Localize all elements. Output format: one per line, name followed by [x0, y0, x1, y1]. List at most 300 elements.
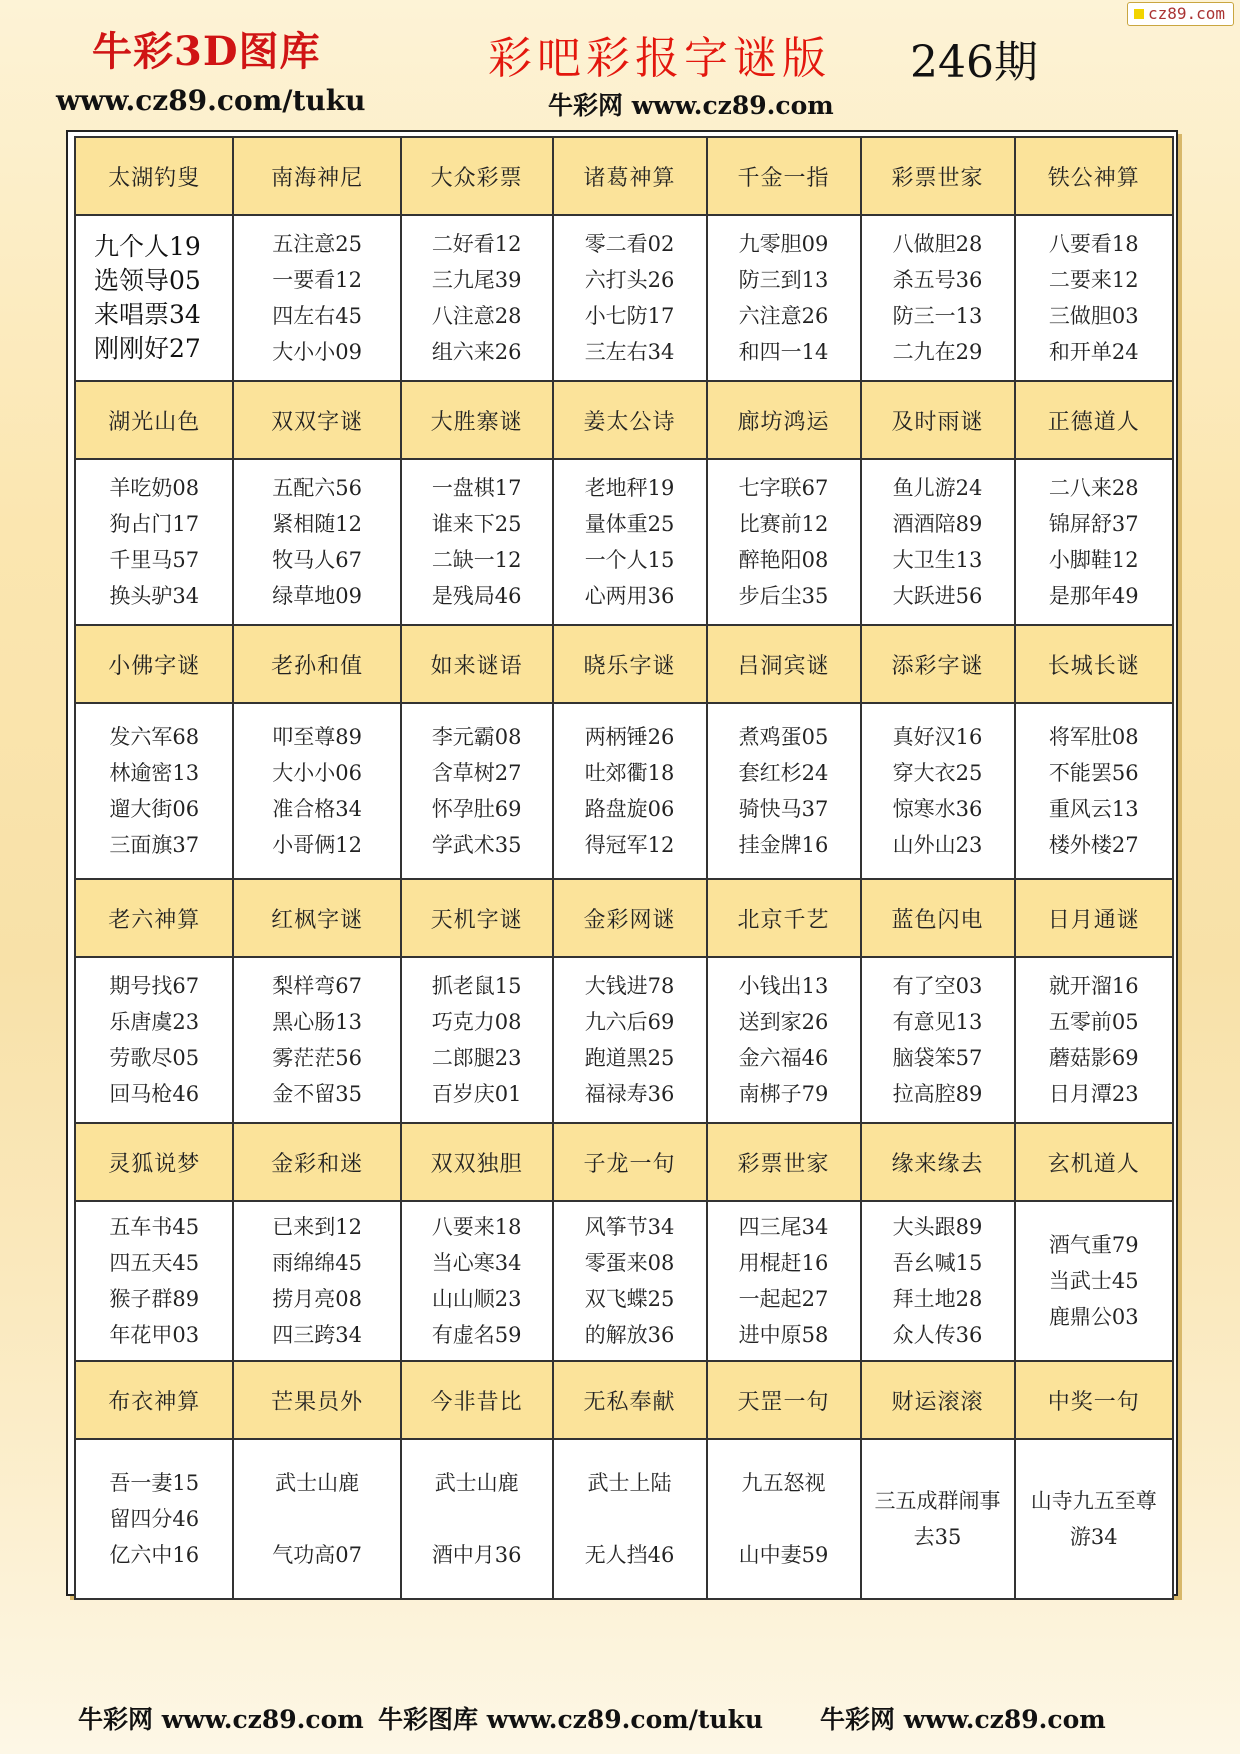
riddle-line: 千里马57	[109, 548, 200, 572]
riddle-line: 有意见13	[892, 1010, 983, 1034]
riddle-line: 留四分46	[109, 1507, 200, 1531]
riddle-cell	[1015, 1439, 1173, 1599]
column-header: 湖光山色	[75, 381, 233, 459]
brand-title: 牛彩3D图库	[92, 28, 321, 75]
riddle-cell	[1015, 215, 1173, 381]
riddle-cell	[401, 215, 553, 381]
riddle-lines	[76, 230, 232, 366]
riddle-line: 用棍赶16	[738, 1251, 829, 1275]
riddle-lines	[1016, 470, 1172, 614]
riddle-lines	[708, 226, 860, 370]
riddle-line: 三九尾39	[431, 268, 522, 292]
riddle-line: 套红杉24	[738, 761, 829, 785]
riddle-line: 的解放36	[584, 1323, 675, 1347]
riddle-line: 三左右34	[584, 340, 675, 364]
column-header: 彩票世家	[861, 137, 1015, 215]
column-header: 中奖一句	[1015, 1361, 1173, 1439]
column-header: 大胜寨谜	[401, 381, 553, 459]
riddle-lines	[708, 1209, 860, 1353]
riddle-line: 九零胆09	[738, 232, 829, 256]
riddle-line: 七字联67	[738, 476, 829, 500]
column-header: 缘来缘去	[861, 1123, 1015, 1201]
riddle-lines	[554, 719, 706, 863]
riddle-line: 遛大街06	[109, 797, 200, 821]
table-row	[75, 957, 1173, 1123]
site-logo-icon	[1134, 9, 1144, 19]
riddle-line: 怀孕肚69	[431, 797, 522, 821]
riddle-line: 煮鸡蛋05	[738, 725, 829, 749]
column-header: 北京千艺	[707, 879, 861, 957]
issue-number: 246期	[910, 37, 1038, 88]
riddle-line: 二郎腿23	[431, 1046, 522, 1070]
riddle-line: 福禄寿36	[584, 1082, 675, 1106]
riddle-line: 吐郊衢18	[584, 761, 675, 785]
riddle-line: 防三到13	[738, 268, 829, 292]
riddle-lines	[862, 1483, 1014, 1555]
riddle-lines	[234, 226, 399, 370]
riddle-line: 和开单24	[1048, 340, 1139, 364]
column-header: 布衣神算	[75, 1361, 233, 1439]
riddle-cell	[707, 1439, 861, 1599]
column-header: 如来谜语	[401, 625, 553, 703]
column-header: 日月通谜	[1015, 879, 1173, 957]
riddle-line: 拉高腔89	[892, 1082, 983, 1106]
column-header: 千金一指	[707, 137, 861, 215]
table-row	[75, 1439, 1173, 1599]
riddle-cell	[861, 459, 1015, 625]
riddle-line: 当心寒34	[431, 1251, 522, 1275]
column-header: 红枫字谜	[233, 879, 400, 957]
riddle-lines	[1016, 968, 1172, 1112]
riddle-lines	[234, 1209, 399, 1353]
column-header: 铁公神算	[1015, 137, 1173, 215]
riddle-line: 吾幺喊15	[892, 1251, 983, 1275]
riddle-cell	[553, 1439, 707, 1599]
riddle-cell	[553, 957, 707, 1123]
riddle-line: 众人传36	[892, 1323, 983, 1347]
riddle-line: 五配六56	[272, 476, 362, 500]
riddle-lines	[76, 968, 232, 1112]
riddle-line: 李元霸08	[431, 725, 522, 749]
header-row	[75, 625, 1173, 703]
column-header: 长城长谜	[1015, 625, 1173, 703]
riddle-cell	[553, 703, 707, 879]
riddle-line: 将军肚08	[1048, 725, 1139, 749]
riddle-lines	[234, 968, 399, 1112]
column-header: 及时雨谜	[861, 381, 1015, 459]
riddle-cell	[401, 1439, 553, 1599]
riddle-cell	[1015, 957, 1173, 1123]
riddle-line: 真好汉16	[892, 725, 983, 749]
column-header: 南海神尼	[233, 137, 400, 215]
riddle-line: 小七防17	[584, 304, 675, 328]
riddle-lines	[76, 1465, 232, 1573]
riddle-line: 来唱票34	[94, 300, 201, 329]
column-header: 小佛字谜	[75, 625, 233, 703]
riddle-line: 九六后69	[584, 1010, 675, 1034]
riddle-line: 选领导05	[94, 266, 201, 295]
column-header: 老六神算	[75, 879, 233, 957]
riddle-lines	[554, 1447, 706, 1591]
riddle-line: 鹿鼎公03	[1048, 1305, 1139, 1329]
riddle-line: 二要来12	[1048, 268, 1139, 292]
riddle-line: 抓老鼠15	[431, 974, 522, 998]
riddle-line: 大跃进56	[892, 584, 983, 608]
riddle-line: 八注意28	[431, 304, 522, 328]
riddle-line: 送到家26	[738, 1010, 829, 1034]
riddle-cell	[707, 703, 861, 879]
column-header: 财运滚滚	[861, 1361, 1015, 1439]
riddle-line: 双飞蝶25	[584, 1287, 675, 1311]
riddle-line: 大卫生13	[892, 548, 983, 572]
riddle-lines	[234, 470, 399, 614]
column-header: 灵狐说梦	[75, 1123, 233, 1201]
riddle-line: 南梆子79	[738, 1082, 829, 1106]
column-header: 诸葛神算	[553, 137, 707, 215]
riddle-line: 酒气重79	[1048, 1233, 1139, 1257]
column-header: 蓝色闪电	[861, 879, 1015, 957]
riddle-line: 含草树27	[431, 761, 522, 785]
riddle-line: 防三一13	[892, 304, 983, 328]
header-row	[75, 137, 1173, 215]
riddle-line: 猴子群89	[109, 1287, 200, 1311]
riddle-line: 八做胆28	[892, 232, 983, 256]
riddle-line: 比赛前12	[738, 512, 829, 536]
riddle-line: 四五天45	[109, 1251, 200, 1275]
riddle-line: 四三尾34	[738, 1215, 829, 1239]
footer-link-right[interactable]: 牛彩网 www.cz89.com	[820, 1705, 1106, 1734]
riddle-line: 六注意26	[738, 304, 829, 328]
footer	[0, 1700, 1240, 1740]
riddle-cell	[861, 1201, 1015, 1361]
riddle-line: 六打头26	[584, 268, 675, 292]
riddle-line: 九个人19	[94, 232, 201, 261]
column-header: 金彩和迷	[233, 1123, 400, 1201]
riddle-line: 二八来28	[1048, 476, 1139, 500]
riddle-line: 无人挡46	[584, 1543, 675, 1567]
riddle-cell	[233, 1201, 400, 1361]
riddle-line: 步后尘35	[738, 584, 829, 608]
riddle-cell	[75, 1439, 233, 1599]
column-header: 大众彩票	[401, 137, 553, 215]
riddle-cell	[401, 957, 553, 1123]
riddle-line: 三做胆03	[1048, 304, 1139, 328]
header-row	[75, 381, 1173, 459]
table-row	[75, 215, 1173, 381]
riddle-line: 穿大衣25	[892, 761, 983, 785]
riddle-line: 乐唐虞23	[109, 1010, 200, 1034]
riddle-lines	[234, 719, 399, 863]
riddle-cell	[401, 1201, 553, 1361]
riddle-line: 武士山鹿	[275, 1471, 360, 1495]
riddle-cell	[707, 957, 861, 1123]
riddle-line: 林逾密13	[109, 761, 200, 785]
riddle-line: 一盘棋17	[431, 476, 522, 500]
riddle-line: 有虚名59	[431, 1323, 522, 1347]
riddle-lines	[402, 470, 552, 614]
riddle-lines	[1016, 1227, 1172, 1335]
riddle-line: 就开溜16	[1048, 974, 1139, 998]
riddle-line: 刚刚好27	[94, 334, 201, 363]
riddle-line: 五车书45	[109, 1215, 200, 1239]
riddle-line: 醉艳阳08	[738, 548, 829, 572]
riddle-line: 金不留35	[272, 1082, 362, 1106]
sub-url[interactable]: 牛彩网 www.cz89.com	[548, 91, 834, 120]
riddle-cell	[553, 215, 707, 381]
riddle-lines	[708, 719, 860, 863]
riddle-line: 五零前05	[1048, 1010, 1139, 1034]
riddle-cell	[707, 215, 861, 381]
brand-url[interactable]: www.cz89.com/tuku	[56, 84, 366, 117]
table-row	[75, 703, 1173, 879]
riddle-cell	[861, 703, 1015, 879]
riddle-line: 回马枪46	[109, 1082, 200, 1106]
riddle-lines	[708, 1447, 860, 1591]
riddle-line: 有了空03	[892, 974, 983, 998]
riddle-cell	[861, 215, 1015, 381]
riddle-line: 当武士45	[1048, 1269, 1139, 1293]
riddle-line: 得冠军12	[584, 833, 675, 857]
riddle-line: 骑快马37	[738, 797, 829, 821]
riddle-line: 武士上陆	[587, 1471, 672, 1495]
riddle-line: 羊吃奶08	[109, 476, 200, 500]
riddle-line: 雨绵绵45	[272, 1251, 362, 1275]
riddle-line: 酒酒陪89	[892, 512, 983, 536]
riddle-line: 九五怒视	[741, 1471, 826, 1495]
riddle-lines	[554, 470, 706, 614]
riddle-line: 亿六中16	[109, 1543, 200, 1567]
column-header: 吕洞宾谜	[707, 625, 861, 703]
riddle-lines	[402, 1209, 552, 1353]
riddle-line: 二九在29	[892, 340, 983, 364]
riddle-lines	[402, 226, 552, 370]
riddle-line: 期号找67	[109, 974, 200, 998]
riddle-lines	[708, 968, 860, 1112]
riddle-line: 已来到12	[272, 1215, 362, 1239]
riddle-line: 紧相随12	[272, 512, 362, 536]
riddle-lines	[1016, 1483, 1172, 1555]
riddle-lines	[76, 470, 232, 614]
riddle-line: 狗占门17	[109, 512, 200, 536]
header-row	[75, 1123, 1173, 1201]
header-row	[75, 879, 1173, 957]
column-header: 添彩字谜	[861, 625, 1015, 703]
column-header: 姜太公诗	[553, 381, 707, 459]
riddle-lines	[76, 719, 232, 863]
riddle-line: 气功高07	[272, 1543, 362, 1567]
riddle-line: 蘑菇影69	[1048, 1046, 1139, 1070]
header-row	[75, 1361, 1173, 1439]
riddle-line: 惊寒水36	[892, 797, 983, 821]
riddle-line: 心两用36	[584, 584, 675, 608]
riddle-line: 山外山23	[892, 833, 983, 857]
riddle-cell	[707, 459, 861, 625]
riddle-line: 二好看12	[431, 232, 522, 256]
riddle-line: 五注意25	[272, 232, 362, 256]
riddle-cell	[1015, 703, 1173, 879]
riddle-cell	[707, 1201, 861, 1361]
riddle-cell	[401, 703, 553, 879]
riddle-line: 金六福46	[738, 1046, 829, 1070]
riddle-line: 牧马人67	[272, 548, 362, 572]
riddle-cell	[233, 215, 400, 381]
riddle-line: 捞月亮08	[272, 1287, 362, 1311]
riddle-line: 梨样弯67	[272, 974, 362, 998]
riddle-lines	[402, 1447, 552, 1591]
column-header: 廊坊鸿运	[707, 381, 861, 459]
riddle-line: 八要来18	[431, 1215, 522, 1239]
riddle-lines	[554, 226, 706, 370]
riddle-cell	[75, 1201, 233, 1361]
riddle-line: 和四一14	[738, 340, 829, 364]
riddle-line: 路盘旋06	[584, 797, 675, 821]
riddle-lines	[402, 719, 552, 863]
column-header: 彩票世家	[707, 1123, 861, 1201]
riddle-line: 跑道黑25	[584, 1046, 675, 1070]
riddle-line: 锦屏舒37	[1048, 512, 1139, 536]
column-header: 子龙一句	[553, 1123, 707, 1201]
riddle-cell	[233, 459, 400, 625]
column-header: 无私奉献	[553, 1361, 707, 1439]
riddle-line: 年花甲03	[109, 1323, 200, 1347]
page-title: 彩吧彩报字谜版	[488, 33, 831, 84]
riddle-line: 山中妻59	[738, 1543, 829, 1567]
riddle-line: 学武术35	[431, 833, 522, 857]
riddle-line: 换头驴34	[109, 584, 200, 608]
riddle-line: 百岁庆01	[431, 1082, 522, 1106]
riddle-line: 是残局46	[431, 584, 522, 608]
riddle-line: 量体重25	[584, 512, 675, 536]
riddle-line: 山山顺23	[431, 1287, 522, 1311]
riddle-table	[74, 136, 1174, 1600]
riddle-line: 组六来26	[431, 340, 522, 364]
riddle-line: 是那年49	[1048, 584, 1139, 608]
riddle-cell	[75, 459, 233, 625]
riddle-lines	[862, 226, 1014, 370]
riddle-line: 黑心肠13	[272, 1010, 362, 1034]
riddle-line: 三面旗37	[109, 833, 200, 857]
riddle-line: 小脚鞋12	[1048, 548, 1139, 572]
riddle-lines	[862, 1209, 1014, 1353]
riddle-lines	[76, 1209, 232, 1353]
riddle-line: 一起起27	[738, 1287, 829, 1311]
riddle-line: 脑袋笨57	[892, 1046, 983, 1070]
riddle-line: 叩至尊89	[272, 725, 362, 749]
column-header: 双双字谜	[233, 381, 400, 459]
riddle-line: 武士山鹿	[434, 1471, 519, 1495]
table-row	[75, 459, 1173, 625]
riddle-line: 大钱进78	[584, 974, 675, 998]
riddle-line: 三五成群闹事去35	[874, 1489, 1001, 1549]
column-header: 晓乐字谜	[553, 625, 707, 703]
column-header: 今非昔比	[401, 1361, 553, 1439]
riddle-lines	[862, 719, 1014, 863]
riddle-line: 老地秤19	[584, 476, 675, 500]
riddle-line: 不能罢56	[1048, 761, 1139, 785]
column-header: 正德道人	[1015, 381, 1173, 459]
column-header: 金彩网谜	[553, 879, 707, 957]
riddle-line: 风筝节34	[584, 1215, 675, 1239]
riddle-lines	[1016, 226, 1172, 370]
riddle-line: 一个人15	[584, 548, 675, 572]
riddle-cell	[233, 957, 400, 1123]
table-row	[75, 1201, 1173, 1361]
riddle-line: 二缺一12	[431, 548, 522, 572]
riddle-cell	[1015, 1201, 1173, 1361]
riddle-line: 雾茫茫56	[272, 1046, 362, 1070]
column-header: 芒果员外	[233, 1361, 400, 1439]
riddle-cell	[401, 459, 553, 625]
riddle-line: 大小小06	[272, 761, 362, 785]
column-header: 天罡一句	[707, 1361, 861, 1439]
riddle-cell	[553, 1201, 707, 1361]
riddle-line: 绿草地09	[272, 584, 362, 608]
riddle-line: 准合格34	[272, 797, 362, 821]
column-header: 天机字谜	[401, 879, 553, 957]
riddle-line: 八要看18	[1048, 232, 1139, 256]
site-badge-label: cz89.com	[1147, 4, 1225, 23]
riddle-line: 零二看02	[584, 232, 675, 256]
riddle-line: 酒中月36	[431, 1543, 522, 1567]
riddle-cell	[861, 957, 1015, 1123]
riddle-line: 吾一妻15	[109, 1471, 200, 1495]
riddle-lines	[862, 968, 1014, 1112]
riddle-lines	[402, 968, 552, 1112]
riddle-cell	[1015, 459, 1173, 625]
site-badge[interactable]	[1127, 2, 1234, 26]
riddle-cell	[75, 957, 233, 1123]
riddle-line: 小钱出13	[738, 974, 829, 998]
riddle-lines	[1016, 719, 1172, 863]
riddle-line: 鱼儿游24	[892, 476, 983, 500]
riddle-lines	[554, 1209, 706, 1353]
riddle-line: 杀五号36	[892, 268, 983, 292]
riddle-line: 四三跨34	[272, 1323, 362, 1347]
riddle-line: 大头跟89	[892, 1215, 983, 1239]
riddle-cell	[233, 1439, 400, 1599]
riddle-line: 巧克力08	[431, 1010, 522, 1034]
riddle-line: 重风云13	[1048, 797, 1139, 821]
riddle-line: 山寺九五至尊游34	[1030, 1489, 1157, 1549]
riddle-line: 谁来下25	[431, 512, 522, 536]
column-header: 老孙和值	[233, 625, 400, 703]
riddle-line: 大小小09	[272, 340, 362, 364]
riddle-line: 日月潭23	[1048, 1082, 1139, 1106]
riddle-line: 拜土地28	[892, 1287, 983, 1311]
riddle-line: 楼外楼27	[1048, 833, 1139, 857]
riddle-line: 一要看12	[272, 268, 362, 292]
footer-link-left[interactable]: 牛彩网 www.cz89.com	[78, 1705, 364, 1734]
riddle-line: 发六军68	[109, 725, 200, 749]
riddle-line: 零蛋来08	[584, 1251, 675, 1275]
riddle-cell	[75, 215, 233, 381]
riddle-line: 进中原58	[738, 1323, 829, 1347]
riddle-line: 四左右45	[272, 304, 362, 328]
riddle-cell	[75, 703, 233, 879]
riddle-lines	[862, 470, 1014, 614]
column-header: 玄机道人	[1015, 1123, 1173, 1201]
riddle-cell	[233, 703, 400, 879]
riddle-cell	[861, 1439, 1015, 1599]
column-header: 太湖钓叟	[75, 137, 233, 215]
riddle-line: 挂金牌16	[738, 833, 829, 857]
riddle-lines	[554, 968, 706, 1112]
riddle-line: 两柄锤26	[584, 725, 675, 749]
riddle-lines	[708, 470, 860, 614]
column-header: 双双独胆	[401, 1123, 553, 1201]
footer-link-middle[interactable]: 牛彩图库 www.cz89.com/tuku	[378, 1705, 764, 1734]
riddle-cell	[553, 459, 707, 625]
